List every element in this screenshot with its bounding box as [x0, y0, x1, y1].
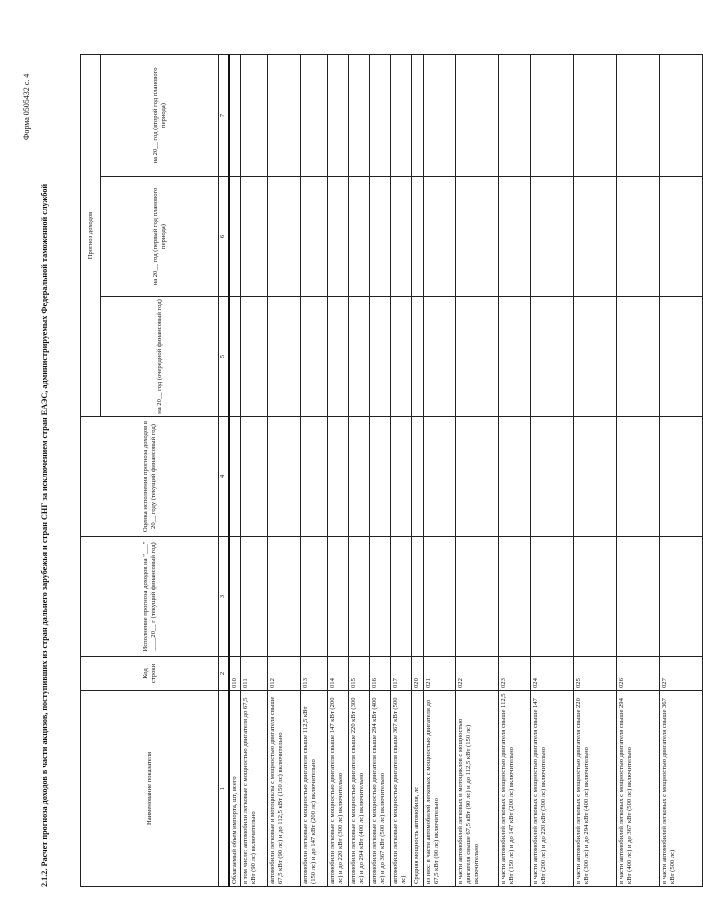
value-cell[interactable] — [412, 177, 424, 297]
value-cell[interactable] — [349, 297, 370, 417]
value-cell[interactable] — [391, 55, 412, 177]
table-row — [531, 55, 574, 887]
value-cell[interactable] — [328, 537, 349, 657]
value-cell[interactable] — [617, 177, 660, 297]
value-cell[interactable] — [574, 55, 617, 177]
column-number: 1 — [219, 691, 230, 887]
form-number: Форма 0505432 с. 4 — [22, 73, 31, 140]
header-estimate: Оценка исполнения прогноза доходов в 20__ году (текущий финансовый год) — [81, 417, 219, 537]
value-cell[interactable] — [268, 177, 301, 297]
value-cell[interactable] — [349, 417, 370, 537]
table-row — [424, 55, 456, 887]
value-cell[interactable] — [456, 417, 499, 537]
value-cell[interactable] — [229, 417, 241, 537]
value-cell[interactable] — [531, 297, 574, 417]
value-cell[interactable] — [412, 297, 424, 417]
value-cell[interactable] — [499, 537, 531, 657]
row-code: 011 — [241, 657, 268, 691]
value-cell[interactable] — [424, 55, 456, 177]
value-cell[interactable] — [424, 297, 456, 417]
row-code: 015 — [349, 657, 370, 691]
table-row — [412, 55, 424, 887]
value-cell[interactable] — [241, 417, 268, 537]
value-cell[interactable] — [229, 177, 241, 297]
header-forecast: Прогноз доходов — [81, 55, 101, 417]
value-cell[interactable] — [660, 55, 703, 177]
value-cell[interactable] — [241, 537, 268, 657]
value-cell[interactable] — [499, 297, 531, 417]
row-name: автомобили легковые с мощностью двигателя свыше 147 кВт (200 лс) и до 220 кВт (300 лс) включительно — [328, 691, 349, 887]
value-cell[interactable] — [574, 537, 617, 657]
value-cell[interactable] — [617, 55, 660, 177]
value-cell[interactable] — [370, 417, 391, 537]
value-cell[interactable] — [229, 55, 241, 177]
header-name: Наименование показателя — [81, 691, 219, 887]
row-name: автомобили легковые и мотоциклы с мощностью двигателя свыше 67,5 кВт (90 лс) и до 112,5 кВт (150 лс) включительно — [268, 691, 301, 887]
header-year-1: на 20__ год (очередной финансовый год) — [101, 297, 219, 417]
value-cell[interactable] — [370, 55, 391, 177]
row-name: автомобили легковые с мощностью двигателя свыше 367 кВт (500 лс) — [391, 691, 412, 887]
row-code: 023 — [499, 657, 531, 691]
table-row — [349, 55, 370, 887]
value-cell[interactable] — [456, 537, 499, 657]
table-row — [268, 55, 301, 887]
row-name: в том числе: автомобили легковые с мощностью двигателя до 67,5 кВт (90 лс) включительно — [241, 691, 268, 887]
value-cell[interactable] — [412, 417, 424, 537]
value-cell[interactable] — [499, 177, 531, 297]
value-cell[interactable] — [268, 417, 301, 537]
value-cell[interactable] — [456, 297, 499, 417]
row-name: автомобили легковые с мощностью двигателя свыше 220 кВт (300 лс) и до 294 кВт (400 лс) включительно — [349, 691, 370, 887]
row-code: 024 — [531, 657, 574, 691]
table-row — [241, 55, 268, 887]
header-year-2: на 20__ год (первый год планового периода) — [101, 177, 219, 297]
row-code: 020 — [412, 657, 424, 691]
row-name: в части автомобилей легковых с мощностью двигателя свыше 220 кВт (300 лс) и до 294 кВт (400 лс) включительно — [574, 691, 617, 887]
value-cell[interactable] — [268, 537, 301, 657]
row-code: 021 — [424, 657, 456, 691]
value-cell[interactable] — [241, 297, 268, 417]
table-row — [499, 55, 531, 887]
row-code: 022 — [456, 657, 499, 691]
header-year-3: на 20__ год (второй год планового периода) — [101, 55, 219, 177]
column-number: 4 — [219, 417, 230, 537]
column-number: 7 — [219, 55, 230, 177]
value-cell[interactable] — [301, 537, 328, 657]
value-cell[interactable] — [412, 537, 424, 657]
value-cell[interactable] — [349, 177, 370, 297]
value-cell[interactable] — [531, 537, 574, 657]
row-name: в части автомобилей легковых с мощностью двигателя свыше 367 кВт (500 лс) — [660, 691, 703, 887]
header-execution: Исполнение прогноза доходов на "___" ____20__ г (текущий финансовый год) — [81, 537, 219, 657]
table-row — [328, 55, 349, 887]
value-cell[interactable] — [424, 417, 456, 537]
value-cell[interactable] — [499, 417, 531, 537]
value-cell[interactable] — [328, 55, 349, 177]
value-cell[interactable] — [531, 177, 574, 297]
row-name: в части автомобилей легковых с мощностью двигателя свыше 112,5 кВт (150 лс) и до 147 кВт (200 лс) включительно — [499, 691, 531, 887]
value-cell[interactable] — [328, 177, 349, 297]
value-cell[interactable] — [349, 537, 370, 657]
value-cell[interactable] — [660, 417, 703, 537]
row-code: 014 — [328, 657, 349, 691]
value-cell[interactable] — [499, 55, 531, 177]
value-cell[interactable] — [241, 55, 268, 177]
value-cell[interactable] — [660, 297, 703, 417]
value-cell[interactable] — [391, 297, 412, 417]
value-cell[interactable] — [531, 417, 574, 537]
value-cell[interactable] — [424, 177, 456, 297]
column-number-row — [219, 55, 230, 887]
value-cell[interactable] — [412, 55, 424, 177]
value-cell[interactable] — [370, 537, 391, 657]
row-code: 026 — [617, 657, 660, 691]
value-cell[interactable] — [574, 417, 617, 537]
forecast-table — [80, 54, 703, 887]
value-cell[interactable] — [301, 417, 328, 537]
table-row — [660, 55, 703, 887]
row-code: 027 — [660, 657, 703, 691]
row-code: 010 — [229, 657, 241, 691]
section-title: 2.1.2. Расчет прогноза доходов в части акцизов, поступивших из стран дальнего зарубежья и стран СНГ за исключением стран ЕАЭС, администрируемых Федеральной таможенной службой — [40, 183, 49, 887]
value-cell[interactable] — [328, 417, 349, 537]
row-name: Средняя мощность автомобиля, лс — [412, 691, 424, 887]
column-number: 5 — [219, 297, 230, 417]
table-row — [574, 55, 617, 887]
row-name: из них: в части автомобилей легковых с мощностью двигателя до 67,5 кВт (90 лс) включительно — [424, 691, 456, 887]
header-code: Код строки — [81, 657, 219, 691]
value-cell[interactable] — [301, 177, 328, 297]
row-code: 012 — [268, 657, 301, 691]
value-cell[interactable] — [391, 417, 412, 537]
value-cell[interactable] — [617, 297, 660, 417]
value-cell[interactable] — [660, 537, 703, 657]
value-cell[interactable] — [268, 55, 301, 177]
value-cell[interactable] — [617, 417, 660, 537]
table-row — [456, 55, 499, 887]
value-cell[interactable] — [531, 55, 574, 177]
row-code: 017 — [391, 657, 412, 691]
value-cell[interactable] — [229, 297, 241, 417]
row-name: в части автомобилей легковых и мотоциклов с мощностью двигателя свыше 67,5 кВт (90 лс) и до 112,5 кВт (150 лс) включительно — [456, 691, 499, 887]
value-cell[interactable] — [391, 177, 412, 297]
row-code: 013 — [301, 657, 328, 691]
value-cell[interactable] — [617, 537, 660, 657]
value-cell[interactable] — [229, 537, 241, 657]
value-cell[interactable] — [424, 537, 456, 657]
row-code: 016 — [370, 657, 391, 691]
row-code: 025 — [574, 657, 617, 691]
value-cell[interactable] — [370, 297, 391, 417]
column-number: 6 — [219, 177, 230, 297]
column-number: 2 — [219, 657, 230, 691]
value-cell[interactable] — [268, 297, 301, 417]
value-cell[interactable] — [574, 297, 617, 417]
table-row — [229, 55, 241, 887]
row-name: Облагаемый объем импорта, шт, всего — [229, 691, 241, 887]
value-cell[interactable] — [391, 537, 412, 657]
row-name: автомобили легковые с мощностью двигателя свыше 112,5 кВт (150 лс) и до 147 кВт (200 лс) включительно — [301, 691, 328, 887]
value-cell[interactable] — [241, 177, 268, 297]
row-name: в части автомобилей легковых с мощностью двигателя свыше 294 кВт (400 лс) и до 367 кВт (500 лс) включительно — [617, 691, 660, 887]
table-row — [301, 55, 328, 887]
value-cell[interactable] — [301, 297, 328, 417]
table-row — [617, 55, 660, 887]
table-row — [391, 55, 412, 887]
row-name: автомобили легковые с мощностью двигателя свыше 294 кВт (400 лс) и до 367 кВт (500 лс) включительно — [370, 691, 391, 887]
row-name: в части автомобилей легковых с мощностью двигателя свыше 147 кВт (200 лс) и до 220 кВт (300 лс) включительно — [531, 691, 574, 887]
value-cell[interactable] — [328, 297, 349, 417]
value-cell[interactable] — [456, 55, 499, 177]
value-cell[interactable] — [349, 55, 370, 177]
value-cell[interactable] — [456, 177, 499, 297]
value-cell[interactable] — [574, 177, 617, 297]
value-cell[interactable] — [301, 55, 328, 177]
value-cell[interactable] — [660, 177, 703, 297]
column-number: 3 — [219, 537, 230, 657]
value-cell[interactable] — [370, 177, 391, 297]
table-row — [370, 55, 391, 887]
